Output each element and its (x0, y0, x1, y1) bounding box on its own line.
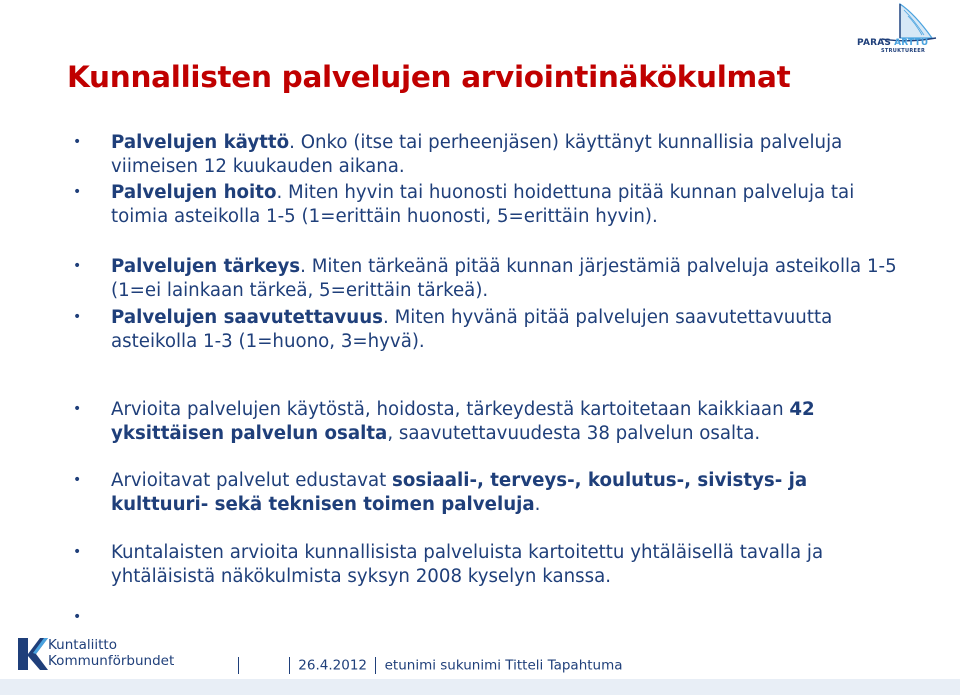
footer-divider (375, 657, 376, 674)
footer-divider (238, 657, 239, 674)
paragraph-service-sectors-a: Arvioitavat palvelut edustavat (111, 470, 393, 491)
bullet-accessibility-text: . Miten hyvänä pitää palvelujen saavutettavuutta asteikolla 1-3 (1=huono, 3=hyvä). (111, 307, 833, 352)
logo-wordmark (857, 38, 928, 48)
bullet-accessibility (73, 306, 901, 353)
bullet-dot: • (73, 309, 82, 325)
paragraph-service-count-a: Arvioita palvelujen käytöstä, hoidosta, tärkeydestä kartoitetaan kaikkiaan (111, 399, 790, 420)
bullet-dot: • (73, 184, 82, 200)
bullet-care-heading: Palvelujen hoito (111, 182, 277, 203)
footer-text: etunimi sukunimi Titteli Tapahtuma (384, 657, 623, 674)
paragraph-service-count-b: 42 yksittäisen palvelun osalta (111, 399, 815, 444)
bullet-dot: • (73, 544, 82, 560)
kuntaliitto-name (48, 637, 174, 669)
slide-title: Kunnallisten palvelujen arviointinäkökulmat (67, 60, 791, 94)
bullet-dot: • (73, 258, 82, 274)
bullet-dot: • (73, 401, 82, 417)
footer-date: 26.4.2012 (298, 657, 368, 674)
paragraph-service-sectors-b: sosiaali-, terveys-, koulutus-, sivistys- ja kulttuuri- sekä teknisen toimen palveluja (111, 470, 808, 515)
bullet-usage-heading: Palvelujen käyttö (111, 132, 290, 153)
footer-divider (289, 657, 290, 674)
bullet-usage (73, 131, 901, 178)
bullet-dot: • (73, 134, 82, 150)
bullet-usage-text: . Onko (itse tai perheenjäsen) käyttänyt kunnallisia palveluja viimeisen 12 kuukauden aikana. (111, 132, 843, 177)
bullet-dot: • (73, 472, 82, 488)
bullet-care-text: . Miten hyvin tai huonosti hoidettuna pitää kunnan palveluja tai toimia asteikolla 1-5 (1=erittäin huonosti, 5=erittäin hyvin). (111, 182, 855, 227)
paragraph-service-sectors (73, 469, 901, 516)
logo-arttu-text: ARTTU (894, 38, 929, 48)
bullet-accessibility-heading: Palvelujen saavutettavuus (111, 307, 384, 328)
logo-paras-text: PARAS (857, 38, 892, 48)
bullet-importance-heading: Palvelujen tärkeys (111, 256, 301, 277)
bullet-care (73, 181, 901, 228)
logo-subtitle: STRUKTUREER (881, 48, 926, 54)
bullet-importance-text: . Miten tärkeänä pitää kunnan järjestämiä palveluja asteikolla 1-5 (1=ei lainkaan tärkeä, 5=erittäin tärkeä). (111, 256, 897, 301)
footer-stripe (0, 679, 960, 695)
paragraph-service-sectors-c: . (534, 493, 541, 515)
kuntaliitto-name-fi: Kuntaliitto (48, 637, 117, 653)
paragraph-service-count-c: , saavutettavuudesta 38 palvelun osalta. (387, 422, 761, 444)
paragraph-service-count (73, 398, 901, 445)
paragraph-survey-comparison-text: Kuntalaisten arvioita kunnallisista palveluista kartoitettu yhtäläisellä tavalla ja yhtäläisistä näkökulmista syksyn 2008 kyselyn kanssa. (111, 542, 824, 587)
bullet-dot: • (73, 609, 82, 625)
paragraph-survey-comparison (73, 541, 901, 588)
kuntaliitto-name-sv: Kommunförbundet (48, 653, 175, 669)
bullet-importance (73, 255, 901, 302)
slide-footer (234, 657, 623, 674)
